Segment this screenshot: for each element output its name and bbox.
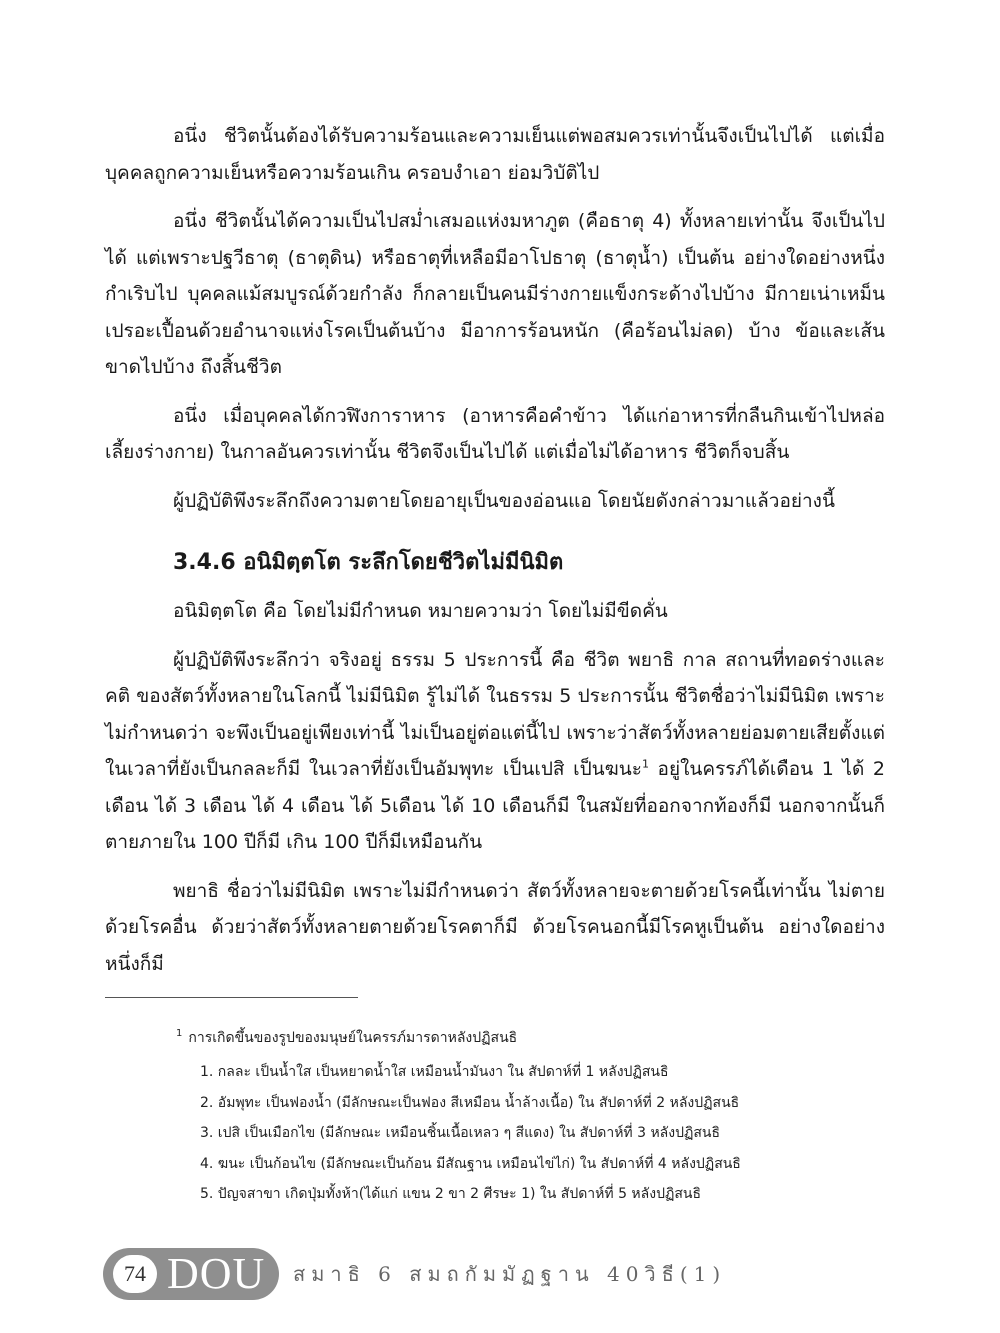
footnote-item: 4. ฆนะ เป็นก้อนไข (มีลักษณะเป็นก้อน มีสัณฐาน เหมือนไข่ไก่) ใน สัปดาห์ที่ 4 หลังปฏิสนธิ xyxy=(200,1155,741,1172)
paragraph-definition: อนิมิตฺตโต คือ โดยไม่มีกำหนด หมายความว่า โดยไม่มีขีดคั่น xyxy=(173,600,668,622)
paragraph-summary: ผู้ปฏิบัติพึงระลึกถึงความตายโดยอายุเป็นของอ่อนแอ โดยนัยดังกล่าวมาแล้วอย่างนี้ xyxy=(173,489,835,512)
footnote-block xyxy=(176,1025,896,1210)
main-content xyxy=(105,118,885,994)
footnote-intro-text: การเกิดขึ้นของรูปของมนุษย์ในครรภ์มารดาหลังปฏิสนธิ xyxy=(188,1030,518,1046)
paragraph-text-part-a: ผู้ปฏิบัติพึงระลึกว่า จริงอยู่ ธรรม 5 ประการนี้ คือ ชีวิต พยาธิ กาล สถานที่ทอดร่างและคติ ของสัตว์ทั้งหลายในโลกนี้ ไม่มีนิมิต รู้ไม่ได้ ในธรรม 5 ประการนั้น ชีวิตชื่อว่าไม่มีนิมิต เพราะไม่กำหนดว่า จะพึงเป็นอยู่เพียงเท่านี้ ไม่เป็นอยู่ต่อแต่นี้ไป เพราะว่าสัตว์ทั้งหลายย่อมตายเสียตั้งแต่ในเวลาที่ยังเป็นกลละก็มี ในเวลาที่ยังเป็นอัมพุทะ เป็นเปสิ เป็นฆนะ xyxy=(105,648,885,780)
footnote-item: 3. เปสิ เป็นเมือกไข (มีลักษณะ เหมือนชิ้นเนื้อเหลว ๆ สีแดง) ใน สัปดาห์ที่ 3 หลังปฏิสนธิ xyxy=(200,1125,721,1141)
page-number: 74 xyxy=(113,1255,157,1293)
footnote-divider xyxy=(105,997,358,998)
section-heading: 3.4.6 อนิมิตฺตโต ระลึกโดยชีวิตไม่มีนิมิต xyxy=(173,550,564,575)
brand-logo-text: DOU xyxy=(167,1249,266,1298)
footnote-reference[interactable]: 1 xyxy=(641,757,649,771)
footnote-marker: 1 xyxy=(176,1028,183,1040)
footnote-intro xyxy=(176,1025,896,1051)
paragraph-elements: อนึ่ง ชีวิตนั้นได้ความเป็นไปสม่ำเสมอแห่งมหาภูต (คือธาตุ 4) ทั้งหลายเท่านั้น จึงเป็นไปได้ แต่เพราะปฐวีธาตุ (ธาตุดิน) หรือธาตุที่เหลือมีอาโปธาตุ (ธาตุน้ำ) เป็นต้น อย่างใดอย่างหนึ่งกำเริบไป บุคคลแม้สมบูรณ์ด้วยกำลัง ก็กลายเป็นคนมีร่างกายแข็งกระด้างไปบ้าง มีกายเน่าเหม็นเปรอะเปื้อนด้วยอำนาจแห่งโรคเป็นต้นบ้าง มีอาการร้อนหนัก (คือร้อนไม่ลด) บ้าง ข้อและเส้นขาดไปบ้าง ถึงสิ้นชีวิต xyxy=(105,210,885,378)
page-footer xyxy=(103,1248,903,1300)
footnote-item: 5. ปัญจสาขา เกิดปุ่มทั้งห้า(ได้แก่ แขน 2 ขา 2 ศีรษะ 1) ใน สัปดาห์ที่ 5 หลังปฏิสนธิ xyxy=(200,1186,702,1202)
paragraph-heat-cold: อนึ่ง ชีวิตนั้นต้องได้รับความร้อนและความเย็นแต่พอสมควรเท่านั้นจึงเป็นไปได้ แต่เมื่อบุคคลถูกความเย็นหรือความร้อนเกิน ครอบงำเอา ย่อมวิบัติไป xyxy=(105,125,885,184)
footnote-item: 1. กลละ เป็นน้ำใส เป็นหยาดน้ำใส เหมือนน้ำมันงา ใน สัปดาห์ที่ 1 หลังปฏิสนธิ xyxy=(200,1064,669,1080)
footnote-item: 2. อัมพุทะ เป็นฟองน้ำ (มีลักษณะเป็นฟอง สีเหมือน น้ำล้างเนื้อ) ใน สัปดาห์ที่ 2 หลังปฏิสนธิ xyxy=(200,1094,740,1111)
footer-badge xyxy=(103,1248,279,1300)
footnote-list xyxy=(176,1057,896,1210)
book-title: สมาธิ 6 สมถกัมมัฏฐาน 40วิธี(1) xyxy=(293,1262,727,1286)
paragraph-food: อนึ่ง เมื่อบุคคลได้กวฬิงการาหาร (อาหารคือคำข้าว ได้แก่อาหารที่กลืนกินเข้าไปหล่อเลี้ยงร่างกาย) ในกาลอันควรเท่านั้น ชีวิตจึงเป็นไปได้ แต่เมื่อไม่ได้อาหาร ชีวิตก็จบสิ้น xyxy=(105,404,885,463)
paragraph-text-part-b: อยู่ในครรภ์ได้เดือน 1 ได้ 2 เดือน ได้ 3 เดือน ได้ 4 เดือน ได้ 5เดือน ได้ 10 เดือนก็มี ในสมัยที่ออกจากท้องก็มี นอกจากนั้นก็ตายภายใน 100 ปีก็มี เกิน 100 ปีก็มีเหมือนกัน xyxy=(105,758,885,853)
paragraph-disease: พยาธิ ชื่อว่าไม่มีนิมิต เพราะไม่มีกำหนดว่า สัตว์ทั้งหลายจะตายด้วยโรคนี้เท่านั้น ไม่ตายด้วยโรคอื่น ด้วยว่าสัตว์ทั้งหลายตายด้วยโรคตาก็มี ด้วยโรคนอกนี้มีโรคหูเป็นต้น อย่างใดอย่างหนึ่งก็มี xyxy=(105,879,885,975)
paragraph-life-no-sign xyxy=(105,642,885,861)
